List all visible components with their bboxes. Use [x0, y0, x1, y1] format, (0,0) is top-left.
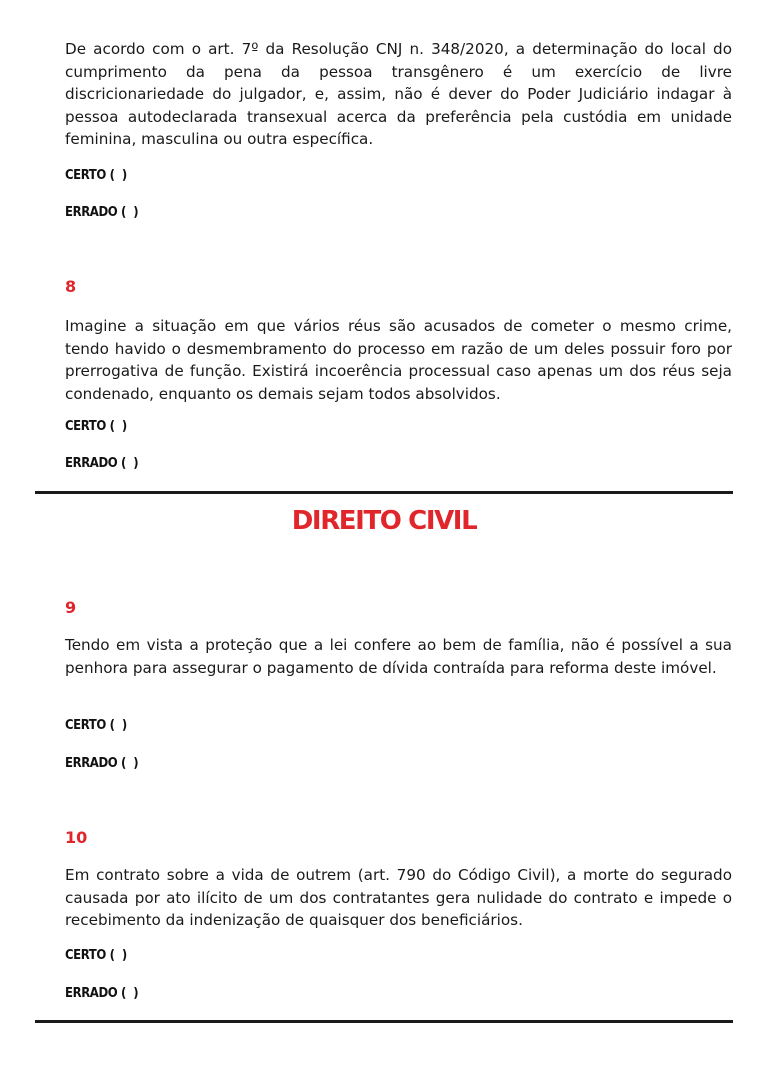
section-title: DIREITO CIVIL	[291, 506, 477, 536]
question-7-option-certo[interactable]: CERTO ( )	[65, 168, 127, 183]
question-10-option-certo[interactable]: CERTO ( )	[65, 948, 127, 963]
question-7-option-errado[interactable]: ERRADO ( )	[65, 205, 139, 220]
question-8-number: 8	[65, 277, 77, 296]
question-10-option-errado[interactable]: ERRADO ( )	[65, 986, 139, 1001]
question-9-option-errado[interactable]: ERRADO ( )	[65, 756, 139, 771]
question-7-text: De acordo com o art. 7º da Resolução CNJ n. 348/2020, a determinação do local do cumprimento da pena da pessoa transgênero é um exercício de livre discricionariedade do julgador, e, assim, não é dever do Poder Judiciário indagar à pessoa autodeclarada transexual acerca da preferência pela custódia em unidade feminina, masculina ou outra específica.	[65, 40, 732, 148]
question-10-number: 10	[65, 828, 88, 847]
question-8-option-certo[interactable]: CERTO ( )	[65, 419, 127, 434]
question-10-text: Em contrato sobre a vida de outrem (art. 790 do Código Civil), a morte do segurado causada por ato ilícito de um dos contratantes gera nulidade do contrato e impede o recebimento da indenização de quaisquer dos beneficiários.	[65, 866, 732, 929]
question-9-number: 9	[65, 598, 77, 617]
section-divider-bottom	[35, 1020, 733, 1023]
question-9-option-certo[interactable]: CERTO ( )	[65, 718, 127, 733]
question-8-option-errado[interactable]: ERRADO ( )	[65, 456, 139, 471]
section-divider-top	[35, 491, 733, 494]
question-9-text: Tendo em vista a proteção que a lei confere ao bem de família, não é possível a sua penhora para assegurar o pagamento de dívida contraída para reforma deste imóvel.	[65, 636, 732, 677]
question-8-text: Imagine a situação em que vários réus são acusados de cometer o mesmo crime, tendo havido o desmembramento do processo em razão de um deles possuir foro por prerrogativa de função. Existirá incoerência processual caso apenas um dos réus seja condenado, enquanto os demais sejam todos absolvidos.	[65, 317, 732, 403]
